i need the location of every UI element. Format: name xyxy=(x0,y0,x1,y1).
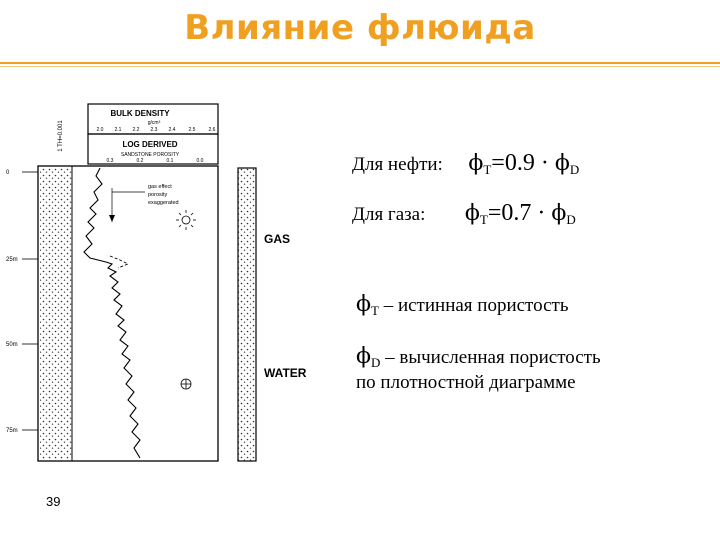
annotation-line: gas effect xyxy=(148,184,172,190)
depth-labels xyxy=(6,170,18,434)
bulk-tick: 2.3 xyxy=(150,127,158,133)
left-sandstone-column xyxy=(40,168,72,459)
log-derived-header: LOG DERIVED xyxy=(122,140,178,149)
gas-effect-annotation xyxy=(148,184,179,206)
density-curve xyxy=(110,256,128,268)
depth-label: 25m xyxy=(6,257,18,263)
derived-porosity-definition-line2: по плотностной диаграмме xyxy=(356,372,576,393)
depth-label: 75m xyxy=(6,428,18,434)
depth-label: 0 xyxy=(6,170,10,176)
gas-label: Для газа: xyxy=(352,204,426,225)
true-porosity-definition: $\phi_T$ – истинная пористость xyxy=(356,292,569,318)
bulk-tick: 2.4 xyxy=(168,127,176,133)
gas-symbol xyxy=(176,210,196,230)
phi-symbol: ϕ xyxy=(464,201,480,226)
oil-label: Для нефти: xyxy=(352,154,443,175)
bulk-tick: 2.0 xyxy=(96,127,104,133)
slide-number: 39 xyxy=(46,494,61,509)
vertical-axis-label: 1 TH=0.001 xyxy=(58,120,64,152)
slide-title: Влияние флюида xyxy=(184,8,536,48)
bulk-density-ticks xyxy=(97,127,216,133)
well-log-figure xyxy=(0,96,340,468)
porosity-tick: 0.3 xyxy=(106,158,114,164)
bulk-density-header: BULK DENSITY xyxy=(110,109,170,118)
oil-formula: Для нефти: $\phi_T=0.9 \cdot \phi_D$ xyxy=(352,150,580,177)
title-divider-light xyxy=(0,66,720,67)
porosity-tick: 0.0 xyxy=(196,158,204,164)
porosity-subheader: SANDSTONE POROSITY xyxy=(120,152,180,158)
annotation-line: exaggerated xyxy=(148,200,179,206)
right-lithology-column xyxy=(238,168,256,461)
gas-zone-label: GAS xyxy=(264,232,291,246)
bulk-density-unit: g/cm³ xyxy=(147,120,161,126)
porosity-tick: 0.2 xyxy=(136,158,144,164)
derived-porosity-definition: $\phi_D$ – вычисленная пористость xyxy=(356,344,601,370)
bulk-tick: 2.2 xyxy=(132,127,140,133)
annotation-line: porosity xyxy=(148,192,168,198)
gas-formula: Для газа: $\phi_T=0.7 \cdot \phi_D$ xyxy=(352,200,576,227)
water-zone-label: WATER xyxy=(264,366,307,380)
bulk-tick: 2.1 xyxy=(114,127,122,133)
depth-label: 50m xyxy=(6,342,18,348)
bulk-tick: 2.6 xyxy=(208,127,216,133)
water-symbol xyxy=(181,379,191,389)
bulk-tick: 2.5 xyxy=(188,127,196,133)
phi-symbol: ϕ xyxy=(468,151,484,176)
title-divider xyxy=(0,62,720,64)
porosity-tick: 0.1 xyxy=(166,158,174,164)
